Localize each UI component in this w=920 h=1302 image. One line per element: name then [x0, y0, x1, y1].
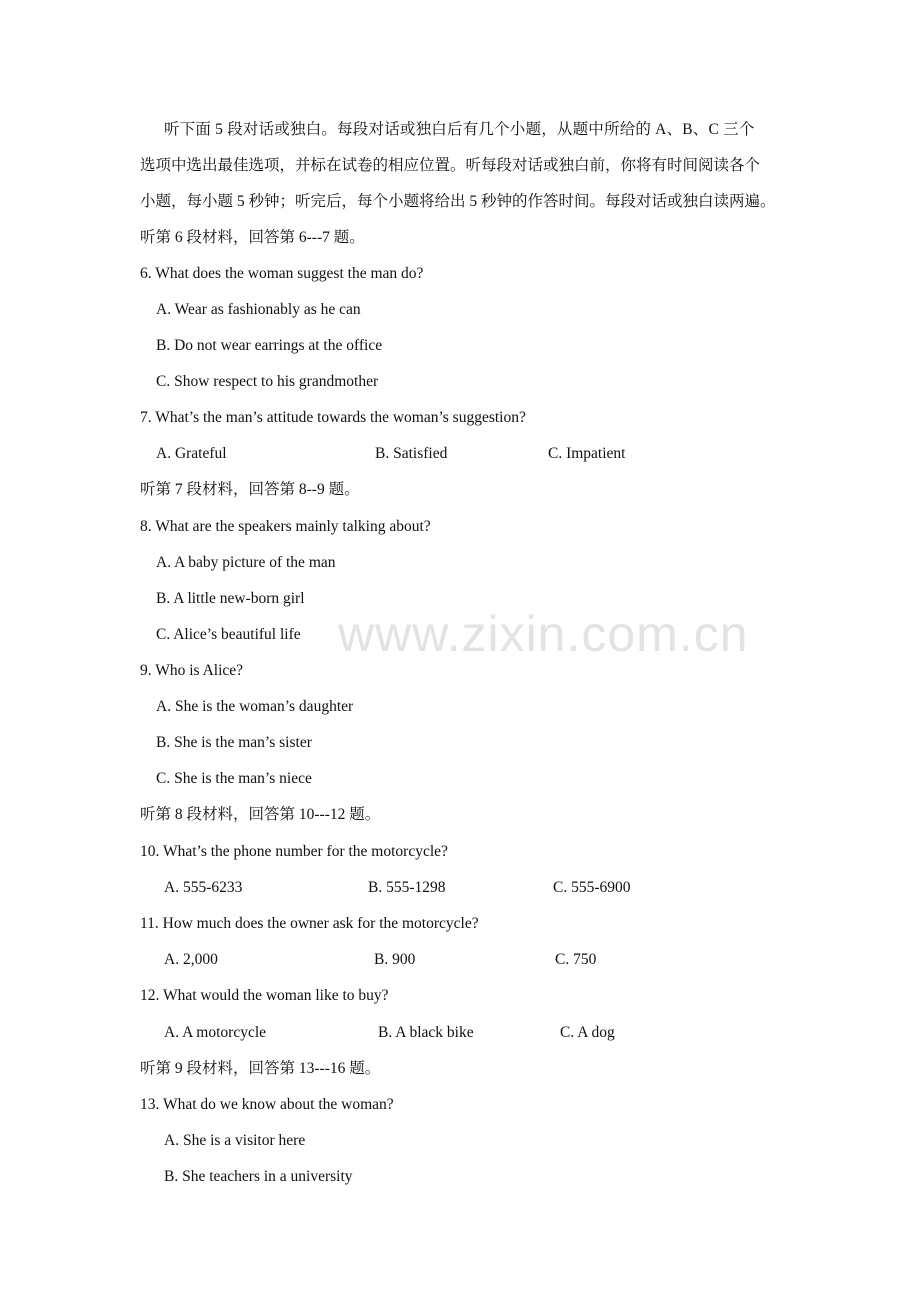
question-6-option-a: A. Wear as fashionably as he can [156, 301, 361, 318]
question-11-option-c: C. 750 [555, 951, 597, 968]
question-9-option-a: A. She is the woman’s daughter [156, 698, 354, 715]
question-10-option-a: A. 555-6233 [164, 879, 243, 896]
section-heading-7: 听第 7 段材料，回答第 8--9 题。 [140, 481, 360, 498]
section-heading-9: 听第 9 段材料，回答第 13---16 题。 [140, 1060, 381, 1077]
question-7-option-b: B. Satisfied [375, 445, 448, 462]
question-8-option-a: A. A baby picture of the man [156, 554, 336, 571]
question-8-option-c: C. Alice’s beautiful life [156, 626, 301, 643]
watermark-text: www.zixin.com.cn [338, 606, 749, 662]
question-10-option-b: B. 555-1298 [368, 879, 446, 896]
intro-line-1: 听下面 5 段对话或独白。每段对话或独白后有几个小题，从题中所给的 A、B、C 三个 [164, 121, 755, 138]
question-12-option-b: B. A black bike [378, 1024, 474, 1041]
question-12-option-c: C. A dog [560, 1024, 615, 1041]
section-heading-6: 听第 6 段材料，回答第 6---7 题。 [140, 229, 365, 246]
question-12-stem: 12. What would the woman like to buy? [140, 987, 389, 1004]
question-12-option-a: A. A motorcycle [164, 1024, 267, 1041]
question-9-option-c: C. She is the man’s niece [156, 770, 312, 787]
question-9-option-b: B. She is the man’s sister [156, 734, 312, 751]
intro-line-2: 选项中选出最佳选项，并标在试卷的相应位置。听每段对话或独白前，你将有时间阅读各个 [140, 157, 761, 174]
question-11-option-b: B. 900 [374, 951, 416, 968]
question-10-option-c: C. 555-6900 [553, 879, 631, 896]
question-6-stem: 6. What does the woman suggest the man do? [140, 265, 424, 282]
question-7-option-a: A. Grateful [156, 445, 227, 462]
question-13-option-a: A. She is a visitor here [164, 1132, 306, 1149]
question-8-stem: 8. What are the speakers mainly talking about? [140, 518, 431, 535]
question-7-option-c: C. Impatient [548, 445, 626, 462]
question-6-option-c: C. Show respect to his grandmother [156, 373, 379, 390]
question-13-stem: 13. What do we know about the woman? [140, 1096, 394, 1113]
section-heading-8: 听第 8 段材料，回答第 10---12 题。 [140, 806, 381, 823]
question-10-stem: 10. What’s the phone number for the motorcycle? [140, 843, 448, 860]
question-6-option-b: B. Do not wear earrings at the office [156, 337, 383, 354]
intro-line-3: 小题，每小题 5 秒钟；听完后，每个小题将给出 5 秒钟的作答时间。每段对话或独白读两遍。 [140, 193, 776, 210]
question-9-stem: 9. Who is Alice? [140, 662, 244, 679]
question-11-option-a: A. 2,000 [164, 951, 218, 968]
question-7-stem: 7. What’s the man’s attitude towards the woman’s suggestion? [140, 409, 526, 426]
question-11-stem: 11. How much does the owner ask for the motorcycle? [140, 915, 479, 932]
question-8-option-b: B. A little new-born girl [156, 590, 305, 607]
question-13-option-b: B. She teachers in a university [164, 1168, 353, 1185]
